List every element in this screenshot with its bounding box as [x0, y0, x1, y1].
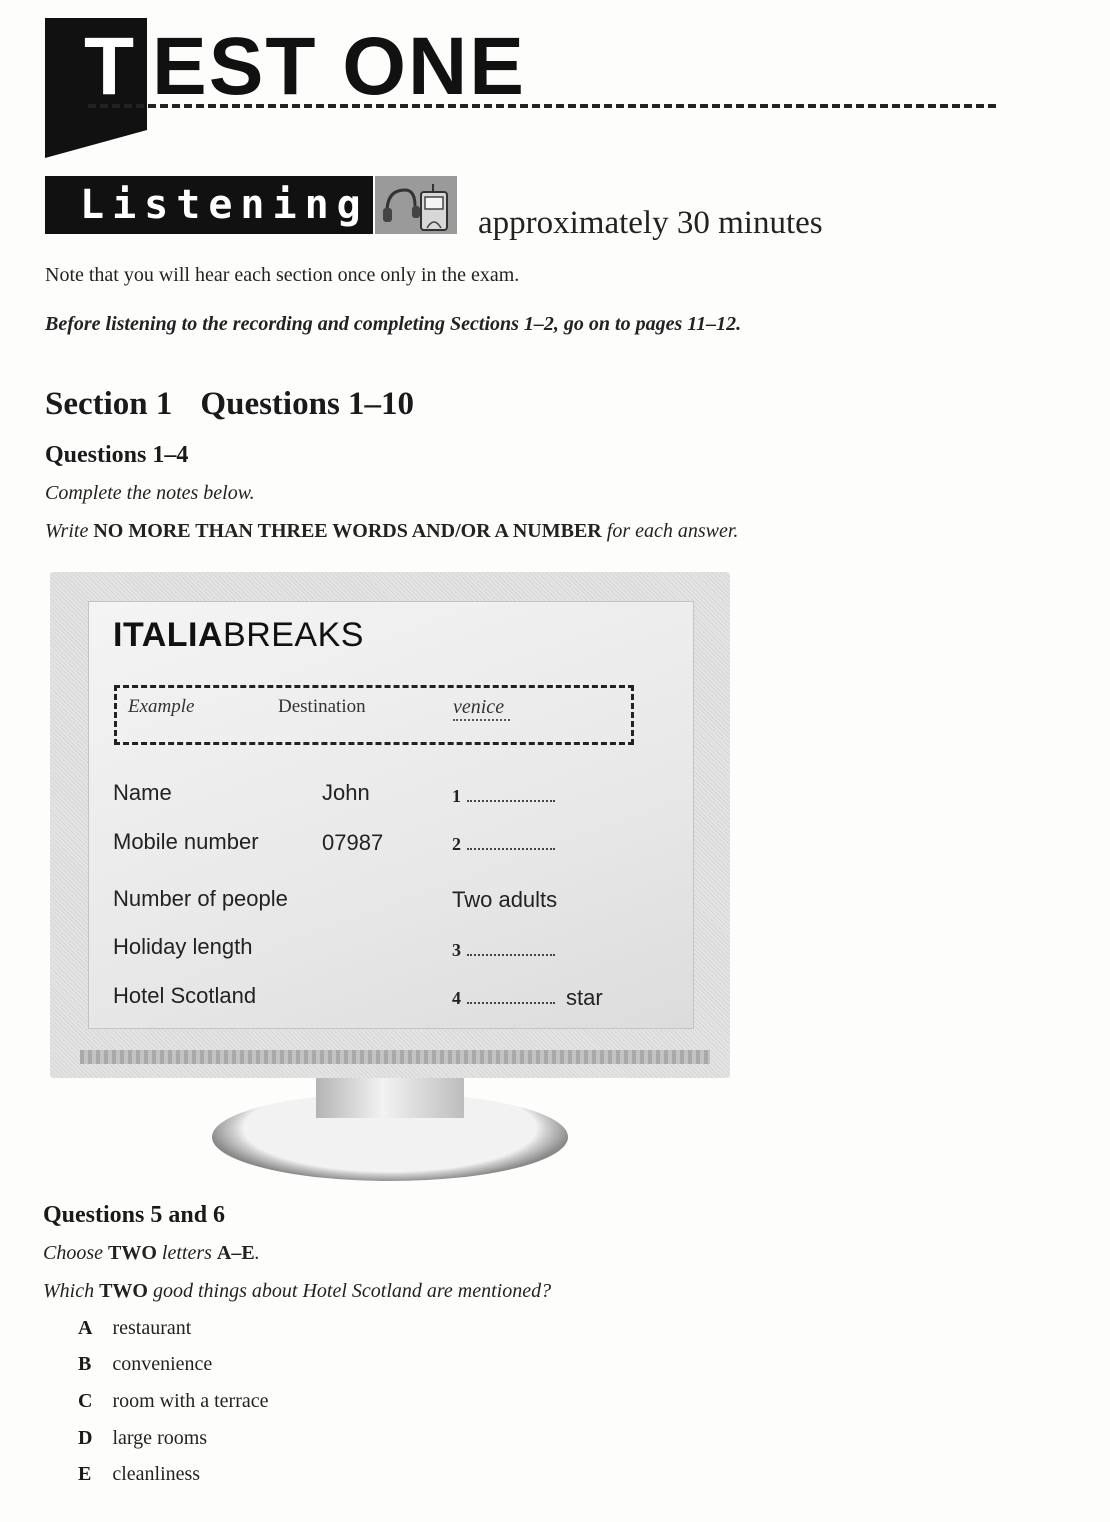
- instruction-text: good things about Hotel Scotland are mentioned?: [148, 1280, 552, 1302]
- monitor-screen: [88, 601, 694, 1029]
- questions-1-4-instruction-2: [45, 520, 738, 543]
- instruction-text: Choose: [43, 1242, 108, 1264]
- example-field: Destination: [278, 696, 366, 717]
- row-label-people: Number of people: [113, 886, 288, 911]
- instruction-text: Write: [45, 520, 94, 542]
- questions-5-6-instruction-1: [43, 1242, 260, 1265]
- instruction-text: for each answer.: [601, 520, 739, 542]
- answer-number: 3: [452, 940, 461, 960]
- option-b[interactable]: [78, 1353, 212, 1376]
- instruction-emphasis: TWO: [108, 1242, 157, 1264]
- duration-text: approximately 30 minutes: [478, 205, 823, 241]
- option-a[interactable]: [78, 1317, 191, 1340]
- section-name: Section 1: [45, 386, 173, 422]
- option-letter: A: [78, 1317, 93, 1339]
- option-letter: C: [78, 1390, 93, 1412]
- option-c[interactable]: [78, 1390, 269, 1413]
- answer-dots: [467, 940, 555, 956]
- section-questions: Questions 1–10: [200, 386, 415, 422]
- row-given-mobile: 07987: [322, 830, 384, 855]
- option-text: restaurant: [112, 1317, 192, 1339]
- questions-1-4-instruction-1: Complete the notes below.: [45, 482, 255, 504]
- option-text: large rooms: [112, 1427, 208, 1449]
- section-heading: [45, 386, 414, 423]
- option-letter: D: [78, 1427, 93, 1449]
- title-dashed-rule: [88, 104, 996, 108]
- answer-number: 4: [452, 988, 461, 1008]
- headphones-icon: [375, 176, 457, 234]
- answer-blank-4[interactable]: [452, 988, 555, 1009]
- before-listening-instruction: Before listening to the recording and completing Sections 1–2, go on to pages 11–12.: [45, 313, 742, 335]
- answer-dots: [467, 786, 555, 802]
- questions-5-6-instruction-2: [43, 1280, 551, 1303]
- option-text: convenience: [112, 1353, 213, 1375]
- answer-blank-1[interactable]: [452, 786, 555, 807]
- answer-dots: [467, 834, 555, 850]
- row-label-mobile: Mobile number: [113, 829, 259, 854]
- answer-blank-2[interactable]: [452, 834, 555, 855]
- answer-blank-3[interactable]: [452, 940, 555, 961]
- title-first-letter: T: [84, 21, 137, 112]
- row-label-holiday-length: Holiday length: [113, 934, 253, 959]
- row-label-name: Name: [113, 780, 172, 805]
- option-letter: E: [78, 1463, 92, 1485]
- example-label: Example: [128, 696, 195, 717]
- instruction-emphasis: TWO: [99, 1280, 148, 1302]
- monitor-bottom-bezel: [80, 1050, 710, 1064]
- row-given-name: John: [322, 780, 370, 805]
- option-letter: B: [78, 1353, 92, 1375]
- option-d[interactable]: [78, 1427, 207, 1450]
- answer-dots: [467, 988, 555, 1004]
- hotel-star-suffix: star: [566, 985, 603, 1010]
- brand-bold: ITALIA: [113, 616, 224, 654]
- option-text: cleanliness: [112, 1463, 201, 1485]
- brand-logo: [113, 616, 364, 655]
- instruction-text: Which: [43, 1280, 100, 1302]
- page-title: EST ONE: [152, 21, 526, 112]
- row-label-hotel: Hotel Scotland: [113, 983, 257, 1008]
- questions-1-4-heading: Questions 1–4: [45, 442, 189, 468]
- instruction-emphasis: NO MORE THAN THREE WORDS AND/OR A NUMBER: [93, 520, 602, 542]
- questions-5-6-heading: Questions 5 and 6: [43, 1202, 226, 1228]
- instruction-text: letters: [156, 1242, 217, 1264]
- monitor-stand-neck: [316, 1078, 464, 1118]
- answer-number: 1: [452, 786, 461, 806]
- brand-regular: BREAKS: [223, 616, 364, 654]
- instruction-text: .: [254, 1242, 260, 1264]
- listening-label: Listening: [80, 182, 369, 228]
- option-e[interactable]: [78, 1463, 200, 1486]
- answer-number: 2: [452, 834, 461, 854]
- instruction-emphasis: A–E: [216, 1242, 255, 1264]
- example-value: venice: [453, 696, 510, 721]
- option-text: room with a terrace: [112, 1390, 269, 1412]
- row-value-people: Two adults: [452, 887, 558, 912]
- exam-note: Note that you will hear each section once only in the exam.: [45, 264, 520, 286]
